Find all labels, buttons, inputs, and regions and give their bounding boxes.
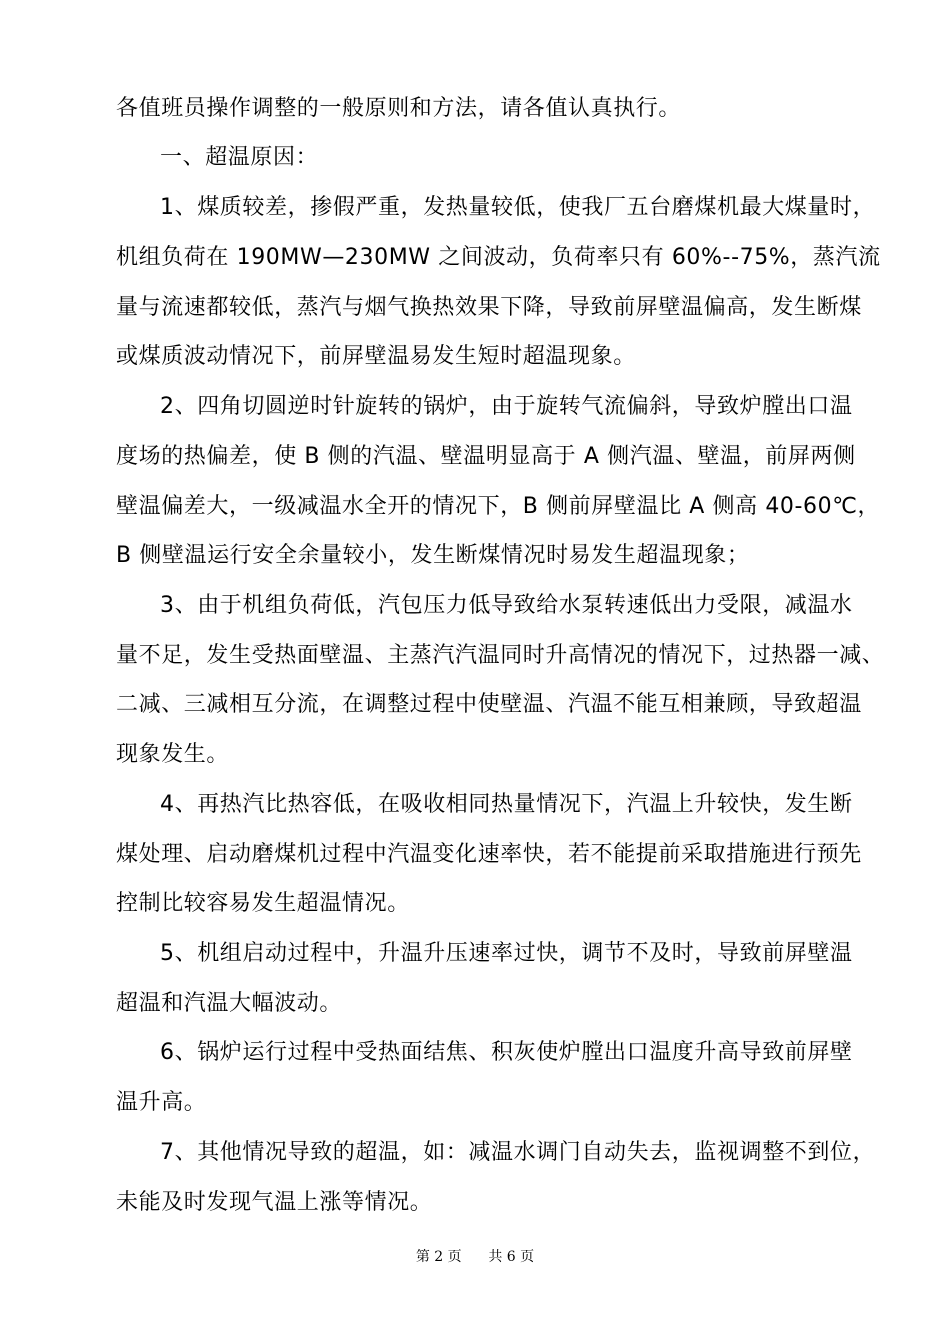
text-line: 4、再热汽比热容低，在吸收相同热量情况下，汽温上升较快，发生断 xyxy=(160,792,853,817)
text-line: 超温和汽温大幅波动。 xyxy=(116,991,343,1016)
text-line: 二减、三减相互分流，在调整过程中使壁温、汽温不能互相兼顾，导致超温 xyxy=(116,692,862,717)
page-footer: 第 2 页 共 6 页 xyxy=(415,1249,535,1265)
text-line: 温升高。 xyxy=(116,1090,207,1115)
text-line: 3、由于机组负荷低，汽包压力低导致给水泵转速低出力受限，减温水 xyxy=(160,593,853,618)
text-line: 度场的热偏差，使 B 侧的汽温、壁温明显高于 A 侧汽温、壁温，前屏两侧 xyxy=(116,444,856,469)
text-line: 现象发生。 xyxy=(116,742,230,767)
text-line: 控制比较容易发生超温情况。 xyxy=(116,891,410,916)
text-line: 煤处理、启动磨煤机过程中汽温变化速率快，若不能提前采取措施进行预先 xyxy=(116,842,862,867)
text-line: 各值班员操作调整的一般原则和方法，请各值认真执行。 xyxy=(116,96,682,121)
text-line: 6、锅炉运行过程中受热面结焦、积灰使炉膛出口温度升高导致前屏壁 xyxy=(160,1040,853,1065)
text-line: 2、四角切圆逆时针旋转的锅炉，由于旋转气流偏斜，导致炉膛出口温 xyxy=(160,394,853,419)
text-line: 未能及时发现气温上涨等情况。 xyxy=(116,1190,433,1215)
text-line: 机组负荷在 190MW—230MW 之间波动，负荷率只有 60%--75%，蒸汽流 xyxy=(116,245,881,270)
text-line: 量不足，发生受热面壁温、主蒸汽汽温同时升高情况的情况下，过热器一减、 xyxy=(116,643,885,668)
text-line: 7、其他情况导致的超温，如：减温水调门自动失去，监视调整不到位， xyxy=(160,1140,876,1165)
text-line: B 侧壁温运行安全余量较小，发生断煤情况时易发生超温现象； xyxy=(116,543,750,568)
text-line: 5、机组启动过程中，升温升压速率过快，调节不及时，导致前屏壁温 xyxy=(160,941,853,966)
section-heading: 一、超温原因： xyxy=(160,145,319,170)
text-line: 1、煤质较差，掺假严重，发热量较低，使我厂五台磨煤机最大煤量时， xyxy=(160,195,876,220)
text-line: 量与流速都较低，蒸汽与烟气换热效果下降，导致前屏壁温偏高，发生断煤 xyxy=(116,295,862,320)
text-line: 或煤质波动情况下，前屏壁温易发生短时超温现象。 xyxy=(116,344,636,369)
text-line: 壁温偏差大，一级减温水全开的情况下，B 侧前屏壁温比 A 侧高 40-60℃， xyxy=(116,494,881,519)
